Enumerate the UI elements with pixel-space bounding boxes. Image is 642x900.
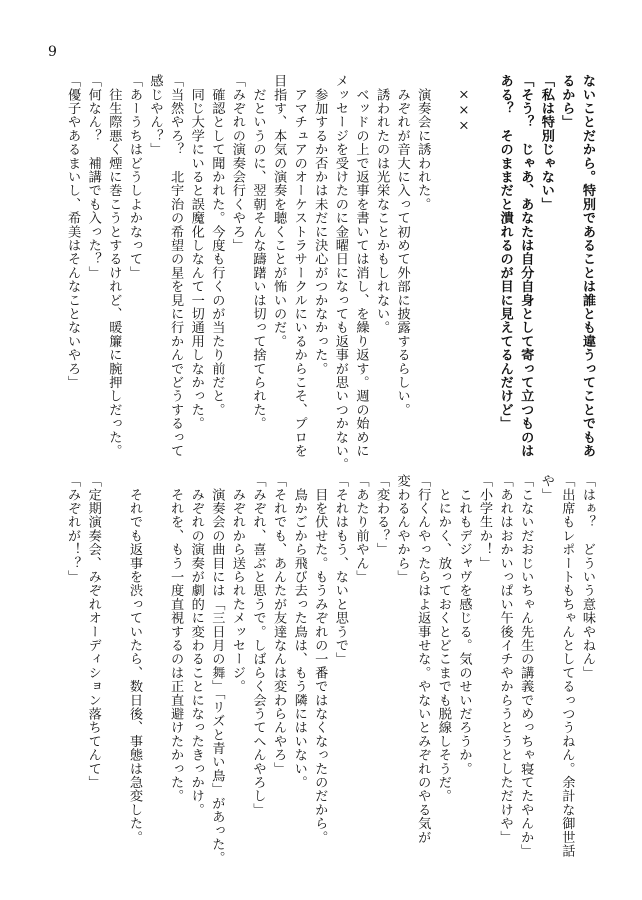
text-line: 鳥かごから飛び去った鳥は、もう隣にはいない。 (291, 474, 307, 790)
text-line: 「当然やろ？ 北宇治の希望の星を見に行かんでどうするって (168, 74, 184, 458)
text-line: 「定期演奏会、みぞれオーディション落ちてんて」 (85, 474, 101, 790)
text-line: 「出席もレポートもちゃんとしてるっつうねん。余計な御世話 (559, 474, 575, 858)
text-line: 感じやん？」 (147, 74, 163, 157)
text-line: 演奏会の曲目には「三日月の舞」「リズと青い鳥」があった。 (209, 474, 225, 865)
text-line: ないことだから。特別であることは誰とも違うってことでもあ (580, 74, 595, 458)
text-line: 「はぁ？ どういう意味やねん」 (580, 474, 595, 680)
text-line (103, 474, 124, 834)
text-line: メッセージを受けたのに金曜日になっても返事が思いつかない。 (332, 74, 348, 472)
text-line: るから」 (559, 74, 575, 129)
text-line: みぞれの演奏が劇的に変わることになったきっかけ。 (188, 474, 204, 817)
text-line: アマチュアのオーケストラサークルにいるからこそ、プロを (291, 74, 307, 458)
text-line: 「みぞれが！？」 (65, 474, 81, 584)
text-line: ベッドの上で返事を書いては消し、を繰り返す。週の始めに (353, 74, 369, 458)
page-number: 9 (48, 44, 57, 60)
text-line: 「小学生か！」 (477, 474, 493, 570)
upper-text-block (65, 74, 597, 472)
text-line: 「私は特別じゃない」 (538, 74, 554, 211)
text-line: それでも返事を渋っていたら、数日後、事態は急変した。 (126, 474, 142, 844)
text-line: 目を伏せた。もうみぞれの一番ではなくなったのだから。 (312, 474, 328, 844)
text-line (473, 74, 494, 414)
text-line: 参加するか否かは未だに決心がつかなかった。 (312, 74, 328, 376)
text-line: 変わるんやから」 (394, 474, 410, 584)
text-line: 「何なん？ 補講でも入った？」 (85, 74, 101, 280)
text-line: 「こないだおじいちゃん先生の講義でめっちゃ寝てたやんか」 (518, 474, 534, 858)
text-line: 確認として聞かれた。今度も行くのが当たり前だと。 (209, 74, 225, 417)
text-line: だというのに、翌朝そんな躊躇いは切って捨てられた。 (250, 74, 266, 431)
lower-text-block (65, 474, 597, 865)
text-line: 「行くんやったらはよ返事せな。やないとみぞれのやる気が (415, 474, 431, 844)
text-line: 誘われたのは光栄なことかもしれない。 (374, 74, 390, 335)
text-line: 「あれはおかいっぱい午後イチやからうとうとしただけや」 (497, 474, 513, 844)
text-line: 同じ大学にいると誤魔化しなんて一切通用しなかった。 (188, 74, 204, 431)
text-line: 目指す、本気の演奏を聴くことが怖いのだ。 (271, 74, 287, 348)
text-line: 往生際悪く煙に巻こうとするけれど、暖簾に腕押しだった。 (106, 74, 122, 458)
text-line (144, 474, 165, 834)
text-line: ××× (456, 74, 472, 135)
text-line: 「あーうちはどうしよかなって」 (126, 74, 142, 280)
text-line: 「優子やあるまいし、希美はそんなことないやろ」 (65, 74, 81, 390)
text-line: や」 (538, 474, 554, 502)
text-line: 「そう？ じゃあ、あなたは自分自身として寄って立つものは (518, 74, 534, 458)
text-line (432, 74, 453, 414)
text-line: 「みぞれの演奏会行くやろ」 (229, 74, 245, 253)
text-line: 「変わる？」 (374, 474, 390, 557)
text-line: ある？ そのままだと潰れるのが目に見えてるんだけど」 (497, 74, 513, 431)
text-line: 「それはもう、ないと思うで」 (332, 474, 348, 666)
text-line: 「それでも、あんたが友達なんは変わらんやろ」 (271, 474, 287, 776)
text-line: とにかく、放っておくとどこまでも脱線しそうだ。 (435, 474, 451, 803)
text-line: 「みぞれ、喜ぶと思うで。しばらく会うてへんやろし」 (250, 474, 266, 817)
text-line: 演奏会に誘われた。 (415, 74, 431, 211)
text-line: それを、もう一度直視するのは正直避けたかった。 (168, 474, 184, 803)
text-line: みぞれから送られたメッセージ。 (229, 474, 245, 694)
text-line: 「あたり前やん」 (353, 474, 369, 584)
text-line: これもデジャヴを感じる。気のせいだろうか。 (456, 474, 472, 776)
text-line: みぞれが音大に入って初めて外部に披露するらしい。 (394, 74, 410, 417)
